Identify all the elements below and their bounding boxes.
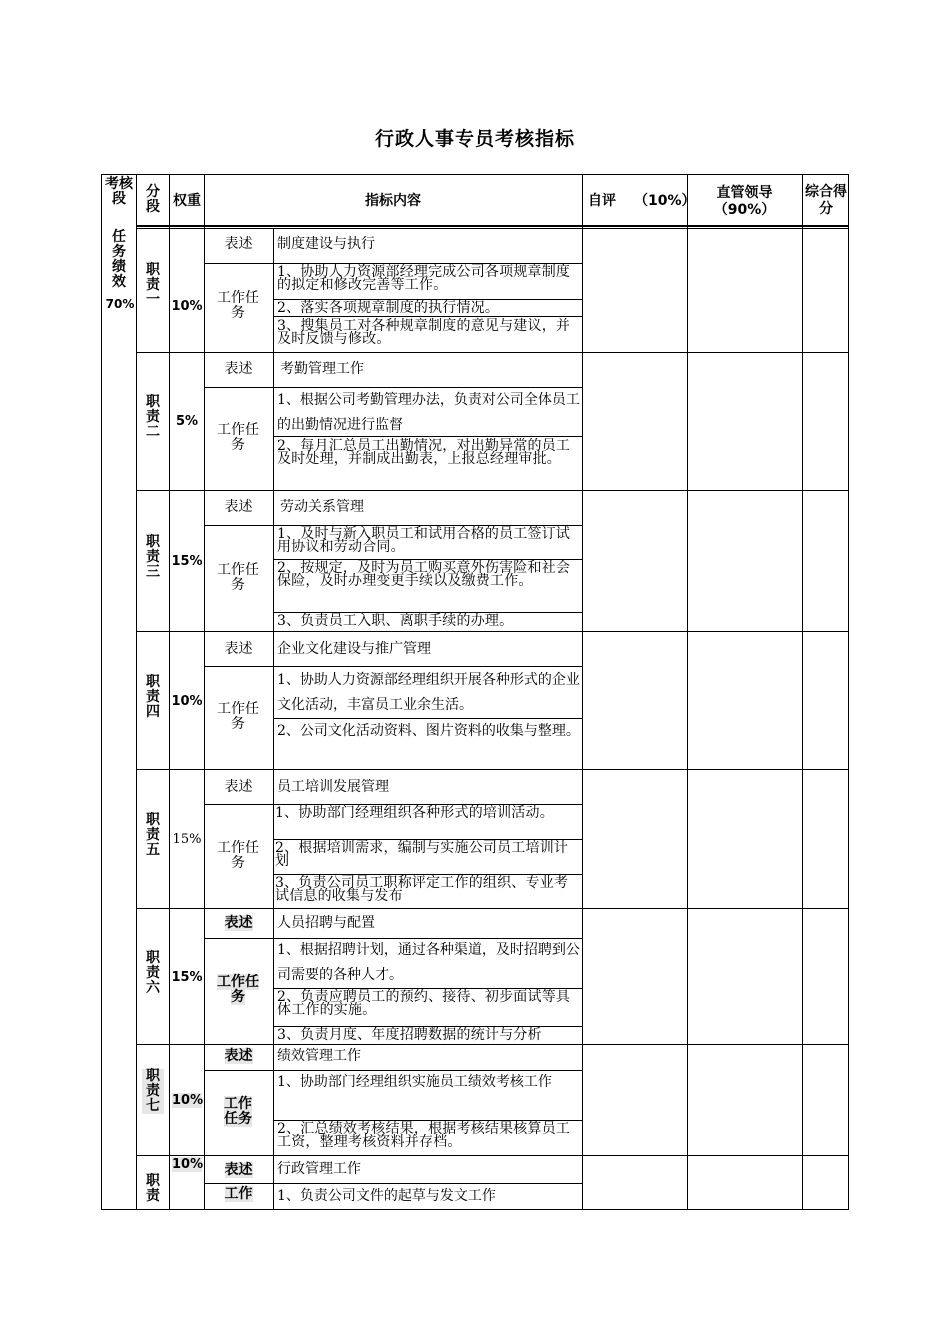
task-label: 工作任务 <box>217 840 259 871</box>
task-item: 3、搜集员工对各种规章制度的意见与建议，并及时反馈与修改。 <box>277 318 571 347</box>
header-section: 考核段 <box>105 176 133 207</box>
desc-label: 表述 <box>224 236 253 252</box>
task-item: 2、汇总绩效考核结果，根据考核结果核算员工工资，整理考核资料并存档。 <box>277 1121 571 1150</box>
duty-name: 职责六 <box>146 950 160 996</box>
header-leader: 直管领导 <box>716 185 773 201</box>
task-item: 3、负责员工入职、离职手续的办理。 <box>277 613 514 629</box>
desc-label: 表述 <box>224 641 253 657</box>
col-divider <box>687 175 688 1209</box>
duty-name: 职责七 <box>142 1069 164 1114</box>
task-item: 1、负责公司文件的起草与发文工作 <box>277 1188 496 1204</box>
task-label-wrap <box>212 975 264 1005</box>
cell-divider <box>273 316 582 317</box>
task-label: 工作任务 <box>224 1096 252 1127</box>
col-divider <box>169 175 170 1209</box>
desc-label: 表述 <box>224 915 253 931</box>
desc-label: 表述 <box>224 361 253 377</box>
duty-desc: 劳动关系管理 <box>280 499 364 515</box>
task-label: 工作任务 <box>217 422 259 453</box>
duty-desc: 绩效管理工作 <box>277 1048 361 1064</box>
duty-desc: 企业文化建设与推广管理 <box>277 641 431 657</box>
row-divider <box>136 1155 848 1156</box>
task-item: 2、负责应聘员工的预约、接待、初步面试等具体工作的实施。 <box>277 989 571 1018</box>
task-item: 2、根据培训需求，编制与实施公司员工培训计划 <box>275 840 569 869</box>
task-item: 3、负责公司员工职称评定工作的组织、专业考试信息的收集与发布 <box>275 875 569 904</box>
cell-divider <box>204 666 582 667</box>
task-item: 1、根据招聘计划，通过各种渠道，及时招聘到公司需要的各种人才。 <box>277 942 580 983</box>
desc-label-wrap <box>204 916 273 931</box>
header-self-pct: （10%） <box>634 193 696 209</box>
duty-weight: 15% <box>171 970 203 985</box>
header-content: 指标内容 <box>365 193 421 209</box>
duty-name: 职责二 <box>146 394 160 440</box>
duty-weight: 10% <box>172 1093 204 1108</box>
desc-label: 表述 <box>224 1162 253 1178</box>
desc-label-wrap <box>204 1049 273 1064</box>
assessment-table <box>101 174 849 1210</box>
duty-weight: 10% <box>172 1157 204 1172</box>
duty-name: 职责 <box>146 1173 160 1204</box>
task-item: 1、协助部门经理组织实施员工绩效考核工作 <box>277 1074 552 1090</box>
task-item: 1、协助人力资源部经理完成公司各项规章制度的拟定和修改完善等工作。 <box>277 264 571 293</box>
row-divider <box>136 490 848 491</box>
duty-desc: 员工培训发展管理 <box>277 779 389 795</box>
row-divider <box>136 631 848 632</box>
row-divider <box>136 769 848 770</box>
header-self: 自评 <box>588 193 616 209</box>
header-leader-pct: （90%） <box>713 202 776 218</box>
task-item: 1、及时与新入职员工和试用合格的员工签订试用协议和劳动合同。 <box>277 526 571 555</box>
duty-weight: 15% <box>171 554 203 569</box>
duty-weight: 10% <box>171 694 203 709</box>
task-label: 工作任务 <box>217 974 259 1005</box>
duty-weight: 15% <box>172 832 202 847</box>
desc-label: 表述 <box>224 779 253 795</box>
header-part: 分段 <box>146 184 160 215</box>
task-item: 3、负责月度、年度招聘数据的统计与分析 <box>277 1027 542 1043</box>
task-label: 工作 <box>224 1186 253 1202</box>
page-title: 行政人事专员考核指标 <box>374 128 575 150</box>
duty-name: 职责一 <box>146 262 160 308</box>
task-item: 2、按规定，及时为员工购买意外伤害险和社会保险，及时办理变更手续以及缴费工作。 <box>277 560 571 589</box>
task-item: 2、每月汇总员工出勤情况，对出勤异常的员工及时处理，并制成出勤表，上报总经理审批。 <box>277 438 571 467</box>
col-divider <box>802 175 803 1209</box>
desc-label: 表述 <box>224 499 253 515</box>
section-weight: 70% <box>105 297 135 311</box>
duty-desc: 行政管理工作 <box>277 1161 361 1177</box>
task-item: 1、协助部门经理组织各种形式的培训活动。 <box>275 805 554 821</box>
section-label: 任务绩效 <box>112 229 126 290</box>
header-weight: 权重 <box>173 193 201 209</box>
task-label-wrap <box>204 1187 273 1202</box>
duty-weight: 5% <box>175 414 199 429</box>
duty-desc: 考勤管理工作 <box>280 361 364 377</box>
task-item: 2、落实各项规章制度的执行情况。 <box>277 300 500 316</box>
desc-label-wrap <box>204 1163 273 1178</box>
duty-name: 职责四 <box>146 674 160 720</box>
task-label: 工作任务 <box>217 701 259 732</box>
row-divider <box>136 352 848 353</box>
task-item: 1、根据公司考勤管理办法，负责对公司全体员工的出勤情况进行监督 <box>277 392 580 433</box>
task-label-wrap <box>218 1097 258 1127</box>
task-label: 工作任务 <box>217 562 259 593</box>
row-divider <box>136 908 848 909</box>
col-divider <box>136 175 137 1209</box>
duty-weight: 10% <box>171 299 203 314</box>
header-divider <box>136 225 848 227</box>
duty-desc: 人员招聘与配置 <box>277 915 375 931</box>
task-item: 2、公司文化活动资料、图片资料的收集与整理。 <box>277 723 580 739</box>
duty-name: 职责三 <box>146 534 160 580</box>
task-label: 工作任务 <box>217 290 259 321</box>
task-item: 1、协助人力资源部经理组织开展各种形式的企业文化活动，丰富员工业余生活。 <box>277 672 580 713</box>
desc-label: 表述 <box>224 1048 253 1064</box>
header-divider <box>136 228 848 229</box>
duty-desc: 制度建设与执行 <box>277 236 375 252</box>
header-total: 综合得分 <box>805 184 847 217</box>
duty-name: 职责五 <box>146 812 160 858</box>
